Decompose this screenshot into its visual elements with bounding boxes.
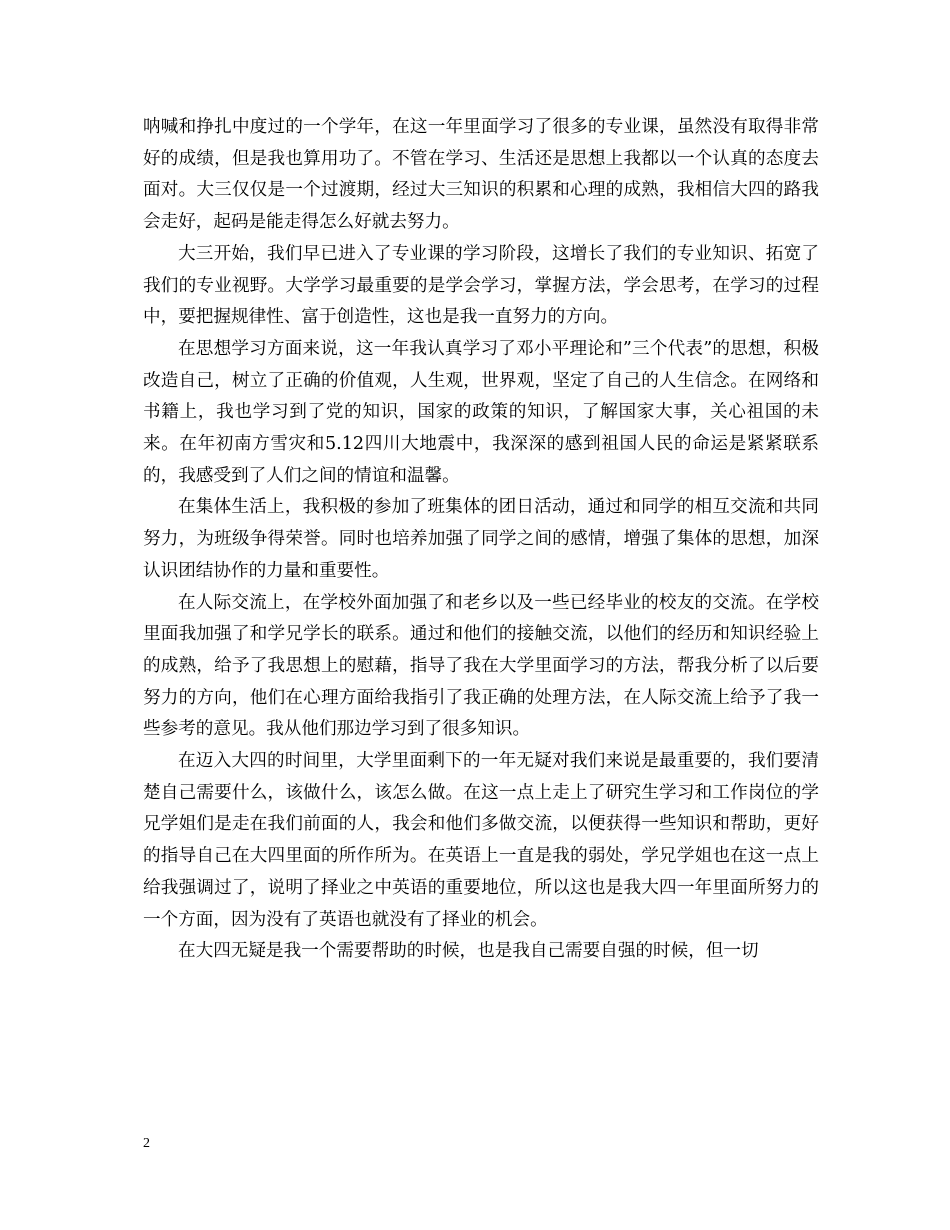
paragraph-interpersonal: 在人际交流上，在学校外面加强了和老乡以及一些已经毕业的校友的交流。在学校里面我加强了和学兄学长的联系。通过和他们的接触交流，以他们的经历和知识经验上的成熟，给予了我思想上的慰藉，指导了我在大学里面学习的方法，帮我分析了以后要努力的方向，他们在心理方面给我指引了我正确的处理方法，在人际交流上给予了我一些参考的意见。我从他们那边学习到了很多知识。 (143, 592, 819, 740)
paragraph-ideological-study: 在思想学习方面来说，这一年我认真学习了邓小平理论和”三个代表”的思想，积极改造自己，树立了正确的价值观，人生观，世界观，坚定了自己的人生信念。在网络和书籍上，我也学习到了党的知识，国家的政策的知识，了解国家大事，关心祖国的未来。在年初南方雪灾和5.12四川大地震中，我深深的感到祖国人民的命运是紧紧联系的，我感受到了人们之间的情谊和温馨。 (143, 338, 819, 486)
page-number: 2 (143, 1136, 150, 1151)
document-body (143, 112, 819, 968)
paragraph-major-courses: 大三开始，我们早已进入了专业课的学习阶段，这增长了我们的专业知识、拓宽了我们的专业视野。大学学习最重要的是学会学习，掌握方法，学会思考，在学习的过程中，要把握规律性、富于创造性，这也是我一直努力的方向。 (143, 243, 819, 328)
paragraph-collective-life: 在集体生活上，我积极的参加了班集体的团日活动，通过和同学的相互交流和共同努力，为班级争得荣誉。同时也培养加强了同学之间的感情，增强了集体的思想，加深认识团结协作的力量和重要性。 (143, 497, 819, 581)
paragraph-closing: 在大四无疑是我一个需要帮助的时候，也是我自己需要自强的时候，但一切 (178, 941, 759, 962)
paragraph-senior-year: 在迈入大四的时间里，大学里面剩下的一年无疑对我们来说是最重要的，我们要清楚自己需要什么，该做什么，该怎么做。在这一点上走上了研究生学习和工作岗位的学兄学姐们是走在我们前面的人，我会和他们多做交流，以便获得一些知识和帮助，更好的指导自己在大四里面的所作所为。在英语上一直是我的弱处，学兄学姐也在这一点上给我强调过了，说明了择业之中英语的重要地位，所以这也是我大四一年里面所努力的一个方面，因为没有了英语也就没有了择业的机会。 (143, 751, 819, 930)
paragraph-continuation: 呐喊和挣扎中度过的一个学年，在这一年里面学习了很多的专业课，虽然没有取得非常好的成绩，但是我也算用功了。不管在学习、生活还是思想上我都以一个认真的态度去面对。大三仅仅是一个过渡期，经过大三知识的积累和心理的成熟，我相信大四的路我会走好，起码是能走得怎么好就去努力。 (143, 117, 819, 233)
